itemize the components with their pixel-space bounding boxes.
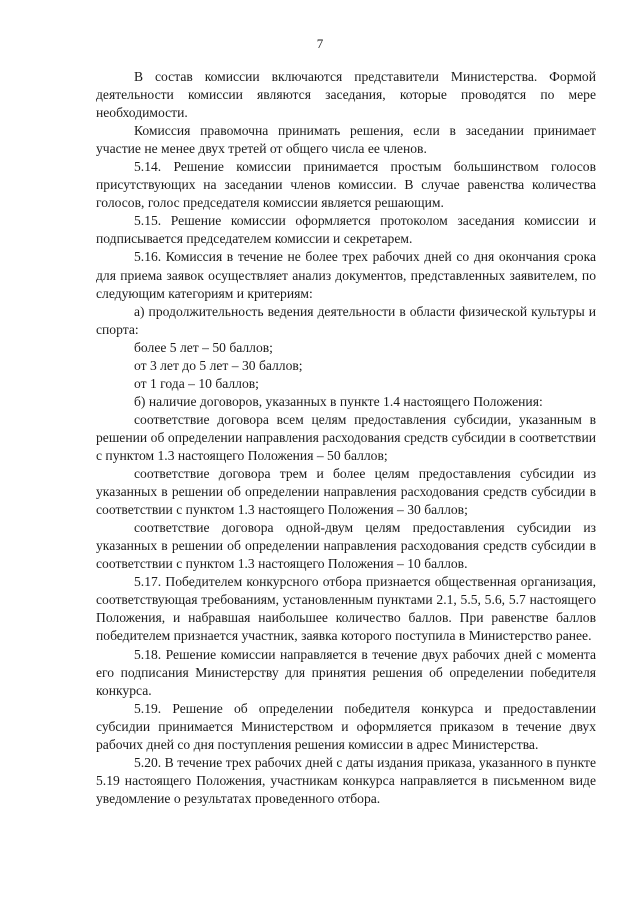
criterion-b-option-1: соответствие договора всем целям предоставления субсидии, указанным в решении об определении направления расходования средств субсидии в соответствии с пунктом 1.3 настоящего Положения – 50 баллов; bbox=[96, 411, 596, 463]
paragraph-5-17: 5.17. Победителем конкурсного отбора признается общественная организация, соответствующая требованиям, установленным пунктами 2.1, 5.5, 5.6, 5.7 настоящего Положения, и набравшая наибольшее количество баллов. При равенстве баллов победителем признается участник, заявка которого поступила в Министерство ранее. bbox=[96, 574, 596, 644]
paragraph-commission-quorum: Комиссия правомочна принимать решения, если в заседании принимает участие не менее двух третей от общего числа ее членов. bbox=[96, 123, 596, 157]
paragraph-5-16: 5.16. Комиссия в течение не более трех рабочих дней со дня окончания срока для приема заявок осуществляет анализ документов, представленных заявителем, по следующим категориям и критериям: bbox=[96, 249, 596, 301]
criterion-a-option-3: от 1 года – 10 баллов; bbox=[134, 375, 259, 391]
criterion-a-option-2: от 3 лет до 5 лет – 30 баллов; bbox=[134, 357, 303, 373]
paragraph-5-14: 5.14. Решение комиссии принимается простым большинством голосов присутствующих на заседании членов комиссии. В случае равенства количества голосов, голос председателя комиссии является решающим. bbox=[96, 159, 596, 211]
page-number: 7 bbox=[316, 36, 324, 51]
paragraph-commission-composition: В состав комиссии включаются представители Министерства. Формой деятельности комиссии являются заседания, которые проводятся по мере необходимости. bbox=[96, 69, 596, 121]
criterion-b-contracts: б) наличие договоров, указанных в пункте 1.4 настоящего Положения: bbox=[134, 393, 543, 409]
criterion-a-option-1: более 5 лет – 50 баллов; bbox=[134, 339, 273, 355]
paragraph-5-20: 5.20. В течение трех рабочих дней с даты издания приказа, указанного в пункте 5.19 настоящего Положения, участникам конкурса направляется в письменном виде уведомление о результатах проведенного отбора. bbox=[96, 754, 596, 806]
criterion-a-duration: а) продолжительность ведения деятельности в области физической культуры и спорта: bbox=[96, 303, 596, 337]
criterion-b-option-3: соответствие договора одной-двум целям предоставления субсидии из указанных в решении об определении направления расходования средств субсидии в соответствии с пунктом 1.3 настоящего Положения – 10 баллов. bbox=[96, 520, 596, 572]
criterion-b-option-2: соответствие договора трем и более целям предоставления субсидии из указанных в решении об определении направления расходования средств субсидии в соответствии с пунктом 1.3 настоящего Положения – 30 баллов; bbox=[96, 466, 596, 518]
paragraph-5-19: 5.19. Решение об определении победителя конкурса и предоставлении субсидии принимается Министерством и оформляется приказом в течение двух рабочих дней со дня поступления решения комиссии в адрес Министерства. bbox=[96, 700, 596, 752]
paragraph-5-15: 5.15. Решение комиссии оформляется протоколом заседания комиссии и подписывается председателем комиссии и секретарем. bbox=[96, 213, 596, 247]
document-body bbox=[96, 68, 596, 808]
paragraph-5-18: 5.18. Решение комиссии направляется в течение двух рабочих дней с момента его подписания Министерству для принятия решения об определении победителя конкурса. bbox=[96, 646, 596, 698]
